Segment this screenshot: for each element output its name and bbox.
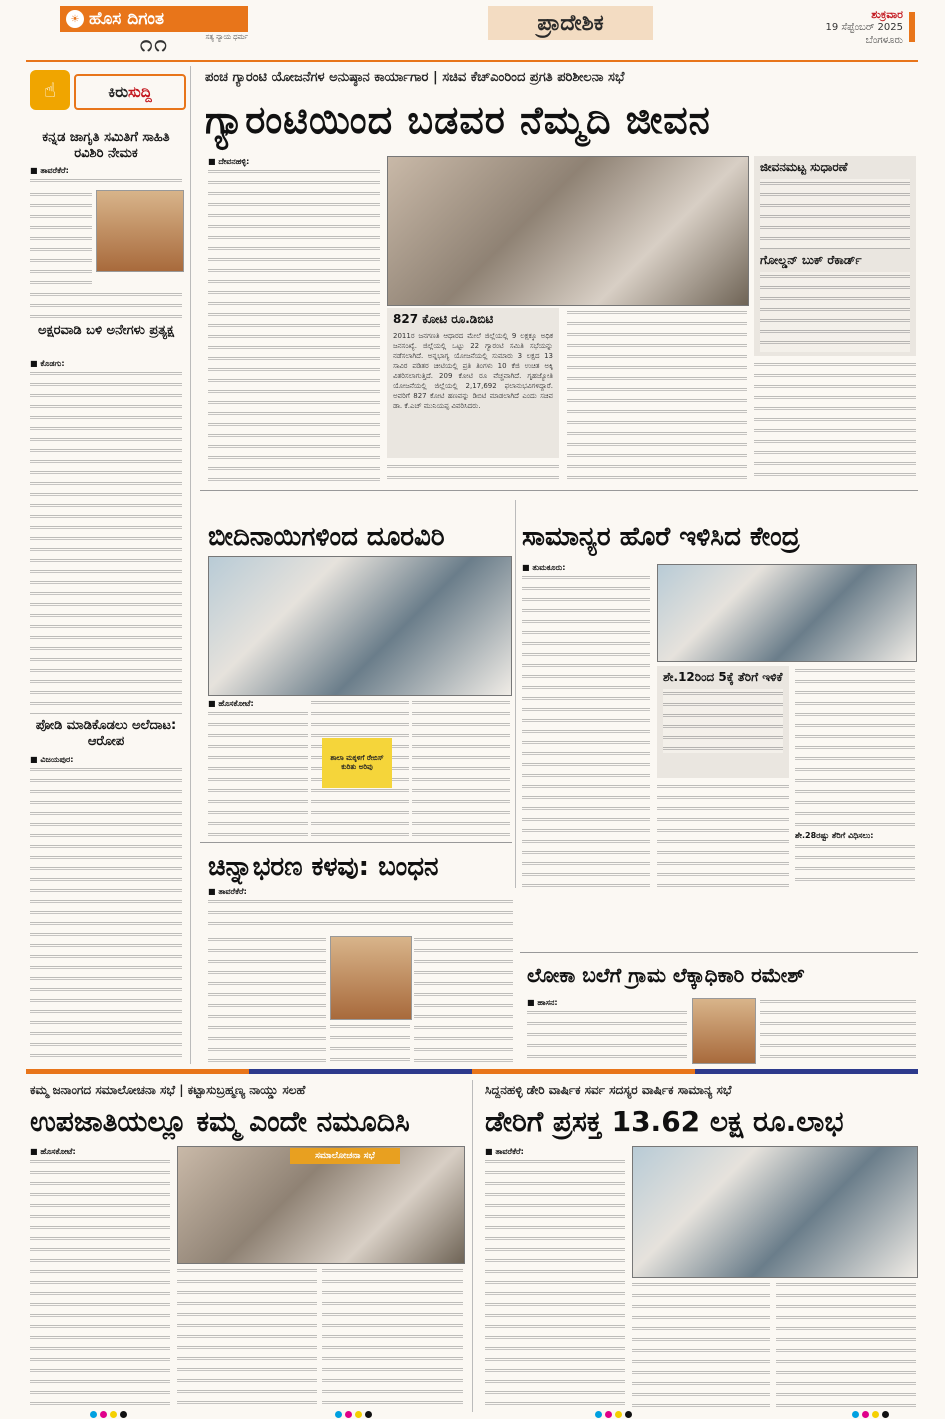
dogs-headline: ಬೀದಿನಾಯಿಗಳಿಂದ ದೂರವಿರಿ [208, 522, 445, 552]
story1-body [30, 176, 182, 188]
chain-rule [200, 842, 512, 843]
story1-body-cont [30, 190, 92, 290]
center-body-col3 [795, 666, 915, 826]
dairy-body-col1 [485, 1157, 625, 1412]
bottom-divider [472, 1080, 473, 1412]
loka-headline: ಲೋಕಾ ಬಲೆಗೆ ಗ್ರಾಮ ಲೆಕ್ಕಾಧಿಕಾರಿ ರಮೇಶ್ [527, 963, 805, 987]
chain-body-col1 [208, 935, 326, 1063]
lead-body-col1 [208, 167, 380, 482]
dogs-dateline: ■ ಹೊಸಕೋಟೆ: [208, 699, 254, 708]
column-divider [190, 66, 191, 1064]
lead-kicker: ಪಂಚ ಗ್ಯಾರಂಟಿ ಯೋಜನೆಗಳ ಅನುಷ್ಠಾನ ಕಾರ್ಯಾಗಾರ | ಸಚಿವ ಕೆಚ್‌ಎಂರಿಂದ ಪ್ರಗತಿ ಪರಿಶೀಲನಾ ಸಭೆ [205, 70, 625, 85]
story2-dateline: ■ ಕೊಡಗು: [30, 359, 65, 368]
kamma-dateline: ■ ಹೊಸಕೋಟೆ: [30, 1147, 76, 1156]
registration-marks-1 [90, 1411, 127, 1418]
center-body-col3-end [795, 842, 915, 888]
registration-marks-2 [335, 1411, 372, 1418]
loka-body-col2 [760, 997, 916, 1063]
sidebar-box2-body [760, 272, 910, 352]
kamma-headline: ಉಪಜಾತಿಯಲ್ಲೂ ಕಮ್ಮ ಎಂದೇ ನಮೂದಿಸಿ [30, 1105, 410, 1138]
chain-body-top [208, 897, 513, 931]
chain-body-col2 [330, 1022, 410, 1063]
chain-body-col3 [414, 935, 513, 1063]
center-dateline: ■ ತುಮಕೂರು: [522, 563, 566, 572]
chain-portrait [330, 936, 412, 1020]
section-color-strip [26, 1069, 918, 1074]
loka-portrait [692, 998, 756, 1064]
header-rule [26, 60, 918, 62]
center-box [657, 666, 789, 778]
kamma-body-col1 [30, 1157, 170, 1412]
lead-sidebar-box [754, 156, 916, 356]
dogs-body-col3 [412, 698, 510, 837]
lead-body-col3 [567, 308, 747, 482]
story1-portrait [96, 190, 184, 272]
story1-dateline: ■ ತಾವರೆಕೆರೆ: [30, 166, 69, 175]
sidebar-box2-title: ಗೋಲ್ಡನ್ ಬುಕ್ ರೆಕಾರ್ಡ್ [760, 253, 862, 267]
story3-body [30, 765, 182, 1063]
story2-title: ಅಕ್ಷರವಾಡಿ ಬಳಿ ಅನೇಗಳು ಪ್ರತ್ಯಕ್ಷ [38, 323, 174, 338]
header-accent-bar [909, 12, 915, 42]
dairy-photo [632, 1146, 918, 1278]
center-box-title: ಶೇ.12ರಿಂದ 5ಕ್ಕೆ ತೆರಿಗೆ ಇಳಿಕೆ [663, 670, 783, 684]
masthead-tagline: ಸತ್ಯ ನ್ಯಾಯ ಧರ್ಮ [205, 33, 248, 41]
brand-part-b: ಸುದ್ದಿ [127, 83, 152, 101]
center-box-sub: ಶೇ.28ರಷ್ಟು ತೆರಿಗೆ ವಿಧಿಸಲು: [795, 831, 874, 840]
lead-bottom-rule [200, 490, 918, 491]
kamma-banner: ಸಮಾಲೋಚನಾ ಸಭೆ [290, 1148, 400, 1164]
kamma-kicker: ಕಮ್ಮ ಜನಾಂಗದ ಸಮಾಲೋಚನಾ ಸಭೆ | ಕಟ್ಟಾಸುಬ್ರಹ್ಮಣ್ಯ ನಾಯ್ಡು ಸಲಹೆ [30, 1083, 306, 1097]
section-title: ಪ್ರಾದೇಶಿಕ [488, 6, 653, 40]
strip-orange [26, 1069, 249, 1074]
dairy-dateline: ■ ತಾವರೆಕೆರೆ: [485, 1147, 524, 1156]
loka-body-col1 [527, 1008, 687, 1063]
center-headline: ಸಾಮಾನ್ಯರ ಹೊರೆ ಇಳಿಸಿದ ಕೇಂದ್ರ [522, 522, 800, 552]
lead-caption-box [387, 308, 559, 458]
pointing-hand-icon: ☝ [30, 70, 70, 110]
center-body-col1 [522, 573, 650, 888]
sidebar-box1-title: ಜೀವನಮಟ್ಟ ಸುಧಾರಣೆ [760, 160, 848, 174]
story3-title: ಪೋಡಿ ಮಾಡಿಕೊಡಲು ಅಲೆದಾಟ: ಆರೋಪ [35, 718, 177, 749]
date-block [818, 8, 903, 47]
lead-headline: ಗ್ಯಾರಂಟಿಯಿಂದ ಬಡವರ ನೆಮ್ಮದಿ ಜೀವನ [205, 98, 711, 142]
center-box-body [663, 689, 783, 753]
masthead-logo-icon: ☀ [66, 10, 84, 28]
loka-dateline: ■ ಹಾಸನ: [527, 998, 558, 1007]
strip-orange-2 [472, 1069, 695, 1074]
story2-body [30, 369, 182, 714]
lead-dateline: ■ ದೇವನಹಳ್ಳಿ: [208, 157, 250, 166]
dogs-photo [208, 556, 512, 696]
lead-caption-text: 2011ರ ಜನಗಣತಿ ಆಧಾರದ ಮೇಲೆ ಜಿಲ್ಲೆಯಲ್ಲಿ 9 ಲಕ್ಷಕ್ಕೂ ಅಧಿಕ ಜನಸಂಖ್ಯೆ. ಜಿಲ್ಲೆಯಲ್ಲಿ ಒಟ್ಟು 22 ಗ್ಯಾರಂಟಿ ಸಮಿತಿ ಸಭೆಯನ್ನು ನಡೆಸಲಾಗಿದೆ. ಅನ್ನಭಾಗ್ಯ ಯೋಜನೆಯಲ್ಲಿ ಸುಮಾರು 3 ಲಕ್ಷದ 13 ಸಾವಿರ ಪಡಿತರ ಚೀಟಿಯಲ್ಲಿ ಪ್ರತಿ ತಿಂಗಳು 10 ಕೆಜಿ ಉಚಿತ ಅಕ್ಕಿ ವಿತರಿಸಲಾಗುತ್ತಿದೆ. 209 ಕೋಟಿ ರೂ ವೆಚ್ಚವಾಗಿದೆ. ಗೃಹಜ್ಯೋತಿ ಯೋಜನೆಯಲ್ಲಿ ಜಿಲ್ಲೆಯಲ್ಲಿ 2,17,692 ಫಲಾನುಭವಿಗಳಿದ್ದಾರೆ. ಅವರಿಗೆ 827 ಕೋಟಿ ಹಣವನ್ನು ಡಿಬಿಟಿ ಮಾಡಲಾಗಿದೆ ಎಂದು ಸಚಿವ ಡಾ. ಕೆ.ಎಚ್ ಮುನಿಯಪ್ಪ ವಿವರಿಸಿದರು. [393, 332, 553, 410]
sidebar-box1-body [760, 179, 910, 249]
registration-marks-4 [852, 1411, 889, 1418]
strip-blue-2 [695, 1069, 918, 1074]
lead-photo [387, 156, 749, 306]
dairy-body-col3 [776, 1280, 916, 1412]
story1-title: ಕನ್ನಡ ಜಾಗೃತಿ ಸಮಿತಿಗೆ ಸಾಹಿತಿ ರವಿಶಿರಿ ನೇಮಕ [42, 130, 170, 161]
dogs-body-col1 [208, 709, 308, 837]
issue-city: ಬೆಂಗಳೂರು [865, 35, 903, 46]
dairy-kicker: ಸಿದ್ದನಹಳ್ಳಿ ಡೇರಿ ವಾರ್ಷಿಕ ಸರ್ವ ಸದಸ್ಯರ ವಾರ್ಷಿಕ ಸಾಮಾನ್ಯ ಸಭೆ [485, 1083, 732, 1097]
kiru-suddi-brand [30, 70, 182, 110]
issue-date: 19 ಸೆಪ್ಟೆಂಬರ್ 2025 [825, 22, 903, 33]
loka-rule [520, 952, 918, 953]
lead-caption-title: 827 ಕೋಟಿ ರೂ.ಡಿಬಿಟಿ [393, 312, 494, 326]
lead-body-col4 [754, 360, 916, 482]
dogs-callout: ಶಾಲಾ ಮಕ್ಕಳಿಗೆ ರೇಬಿಸ್ ಕುರಿತು ಅರಿವು [322, 738, 392, 788]
page-number: ೧೧ [140, 32, 169, 57]
registration-marks-3 [595, 1411, 632, 1418]
dairy-headline: ಡೇರಿಗೆ ಪ್ರಸಕ್ತ 13.62 ಲಕ್ಷ ರೂ.ಲಾಭ [485, 1105, 844, 1138]
kamma-body-col3 [322, 1266, 463, 1412]
kamma-body-col2 [177, 1266, 317, 1412]
story3-dateline: ■ ವಿಜಯಪುರ: [30, 755, 74, 764]
dairy-body-col2 [632, 1280, 770, 1412]
issue-day: ಶುಕ್ರವಾರ [871, 8, 903, 21]
masthead-title: ಹೊಸ ದಿಗಂತ [89, 9, 164, 29]
center-body-col2 [657, 782, 789, 888]
brand-part-a: ಕಿರು [108, 83, 128, 101]
lead-body-col2 [387, 462, 559, 482]
strip-blue [249, 1069, 472, 1074]
story1-body-end [30, 290, 182, 320]
mid-divider [515, 500, 516, 888]
chain-dateline: ■ ತಾವರೆಕೆರೆ: [208, 887, 247, 896]
center-photo [657, 564, 917, 662]
chain-headline: ಚಿನ್ನಾಭರಣ ಕಳವು: ಬಂಧನ [208, 852, 439, 882]
